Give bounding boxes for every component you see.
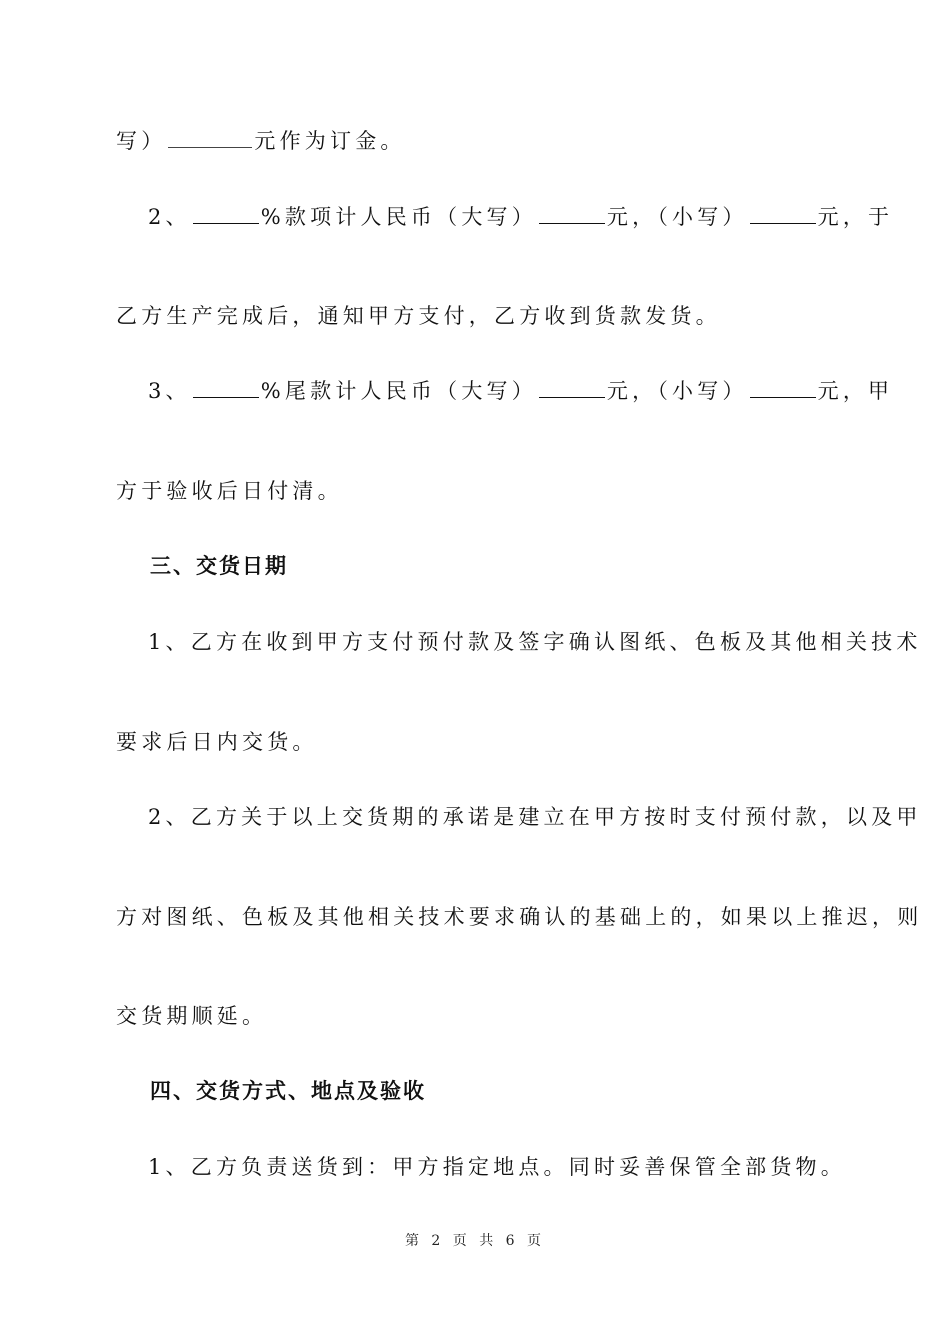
text-segment: 写） xyxy=(116,129,167,153)
paragraph-line: 2、乙方关于以上交货期的承诺是建立在甲方按时支付预付款，以及甲 xyxy=(148,805,922,829)
blank-field-deposit-amount[interactable] xyxy=(168,129,252,148)
blank-field-amount-uppercase[interactable] xyxy=(539,379,605,398)
text-segment: 元，甲 xyxy=(817,379,894,403)
paragraph-line-deposit xyxy=(116,128,406,154)
text-segment: %款项计人民币（大写） xyxy=(260,205,537,229)
paragraph-line: 方对图纸、色板及其他相关技术要求确认的基础上的，如果以上推迟，则 xyxy=(116,905,923,929)
paragraph-line: 乙方生产完成后，通知甲方支付，乙方收到货款发货。 xyxy=(116,304,721,328)
blank-field-percent[interactable] xyxy=(193,379,259,398)
paragraph-line: 1、乙方负责送货到：甲方指定地点。同时妥善保管全部货物。 xyxy=(148,1155,846,1179)
blank-field-amount-lowercase[interactable] xyxy=(750,205,816,224)
paragraph-line: 要求后日内交货。 xyxy=(116,730,318,754)
text-segment: 2、 xyxy=(148,205,191,229)
page-number-footer: 第 2 页 共 6 页 xyxy=(404,1233,546,1249)
text-segment: 3、 xyxy=(148,379,191,403)
text-segment: %尾款计人民币（大写） xyxy=(260,379,537,403)
blank-field-amount-uppercase[interactable] xyxy=(539,205,605,224)
paragraph-line: 方于验收后日付清。 xyxy=(116,479,343,503)
text-segment: 元作为订金。 xyxy=(254,129,406,153)
paragraph-line-payment-3 xyxy=(148,378,893,404)
section-heading-delivery-date: 三、交货日期 xyxy=(150,554,288,578)
paragraph-line-payment-2 xyxy=(148,204,893,230)
blank-field-amount-lowercase[interactable] xyxy=(750,379,816,398)
blank-field-percent[interactable] xyxy=(193,205,259,224)
paragraph-line: 1、乙方在收到甲方支付预付款及签字确认图纸、色板及其他相关技术 xyxy=(148,630,922,654)
paragraph-line: 交货期顺延。 xyxy=(116,1004,268,1028)
section-heading-delivery-method: 四、交货方式、地点及验收 xyxy=(150,1079,426,1103)
text-segment: 元，于 xyxy=(817,205,894,229)
text-segment: 元，（小写） xyxy=(606,205,748,229)
text-segment: 元，（小写） xyxy=(606,379,748,403)
